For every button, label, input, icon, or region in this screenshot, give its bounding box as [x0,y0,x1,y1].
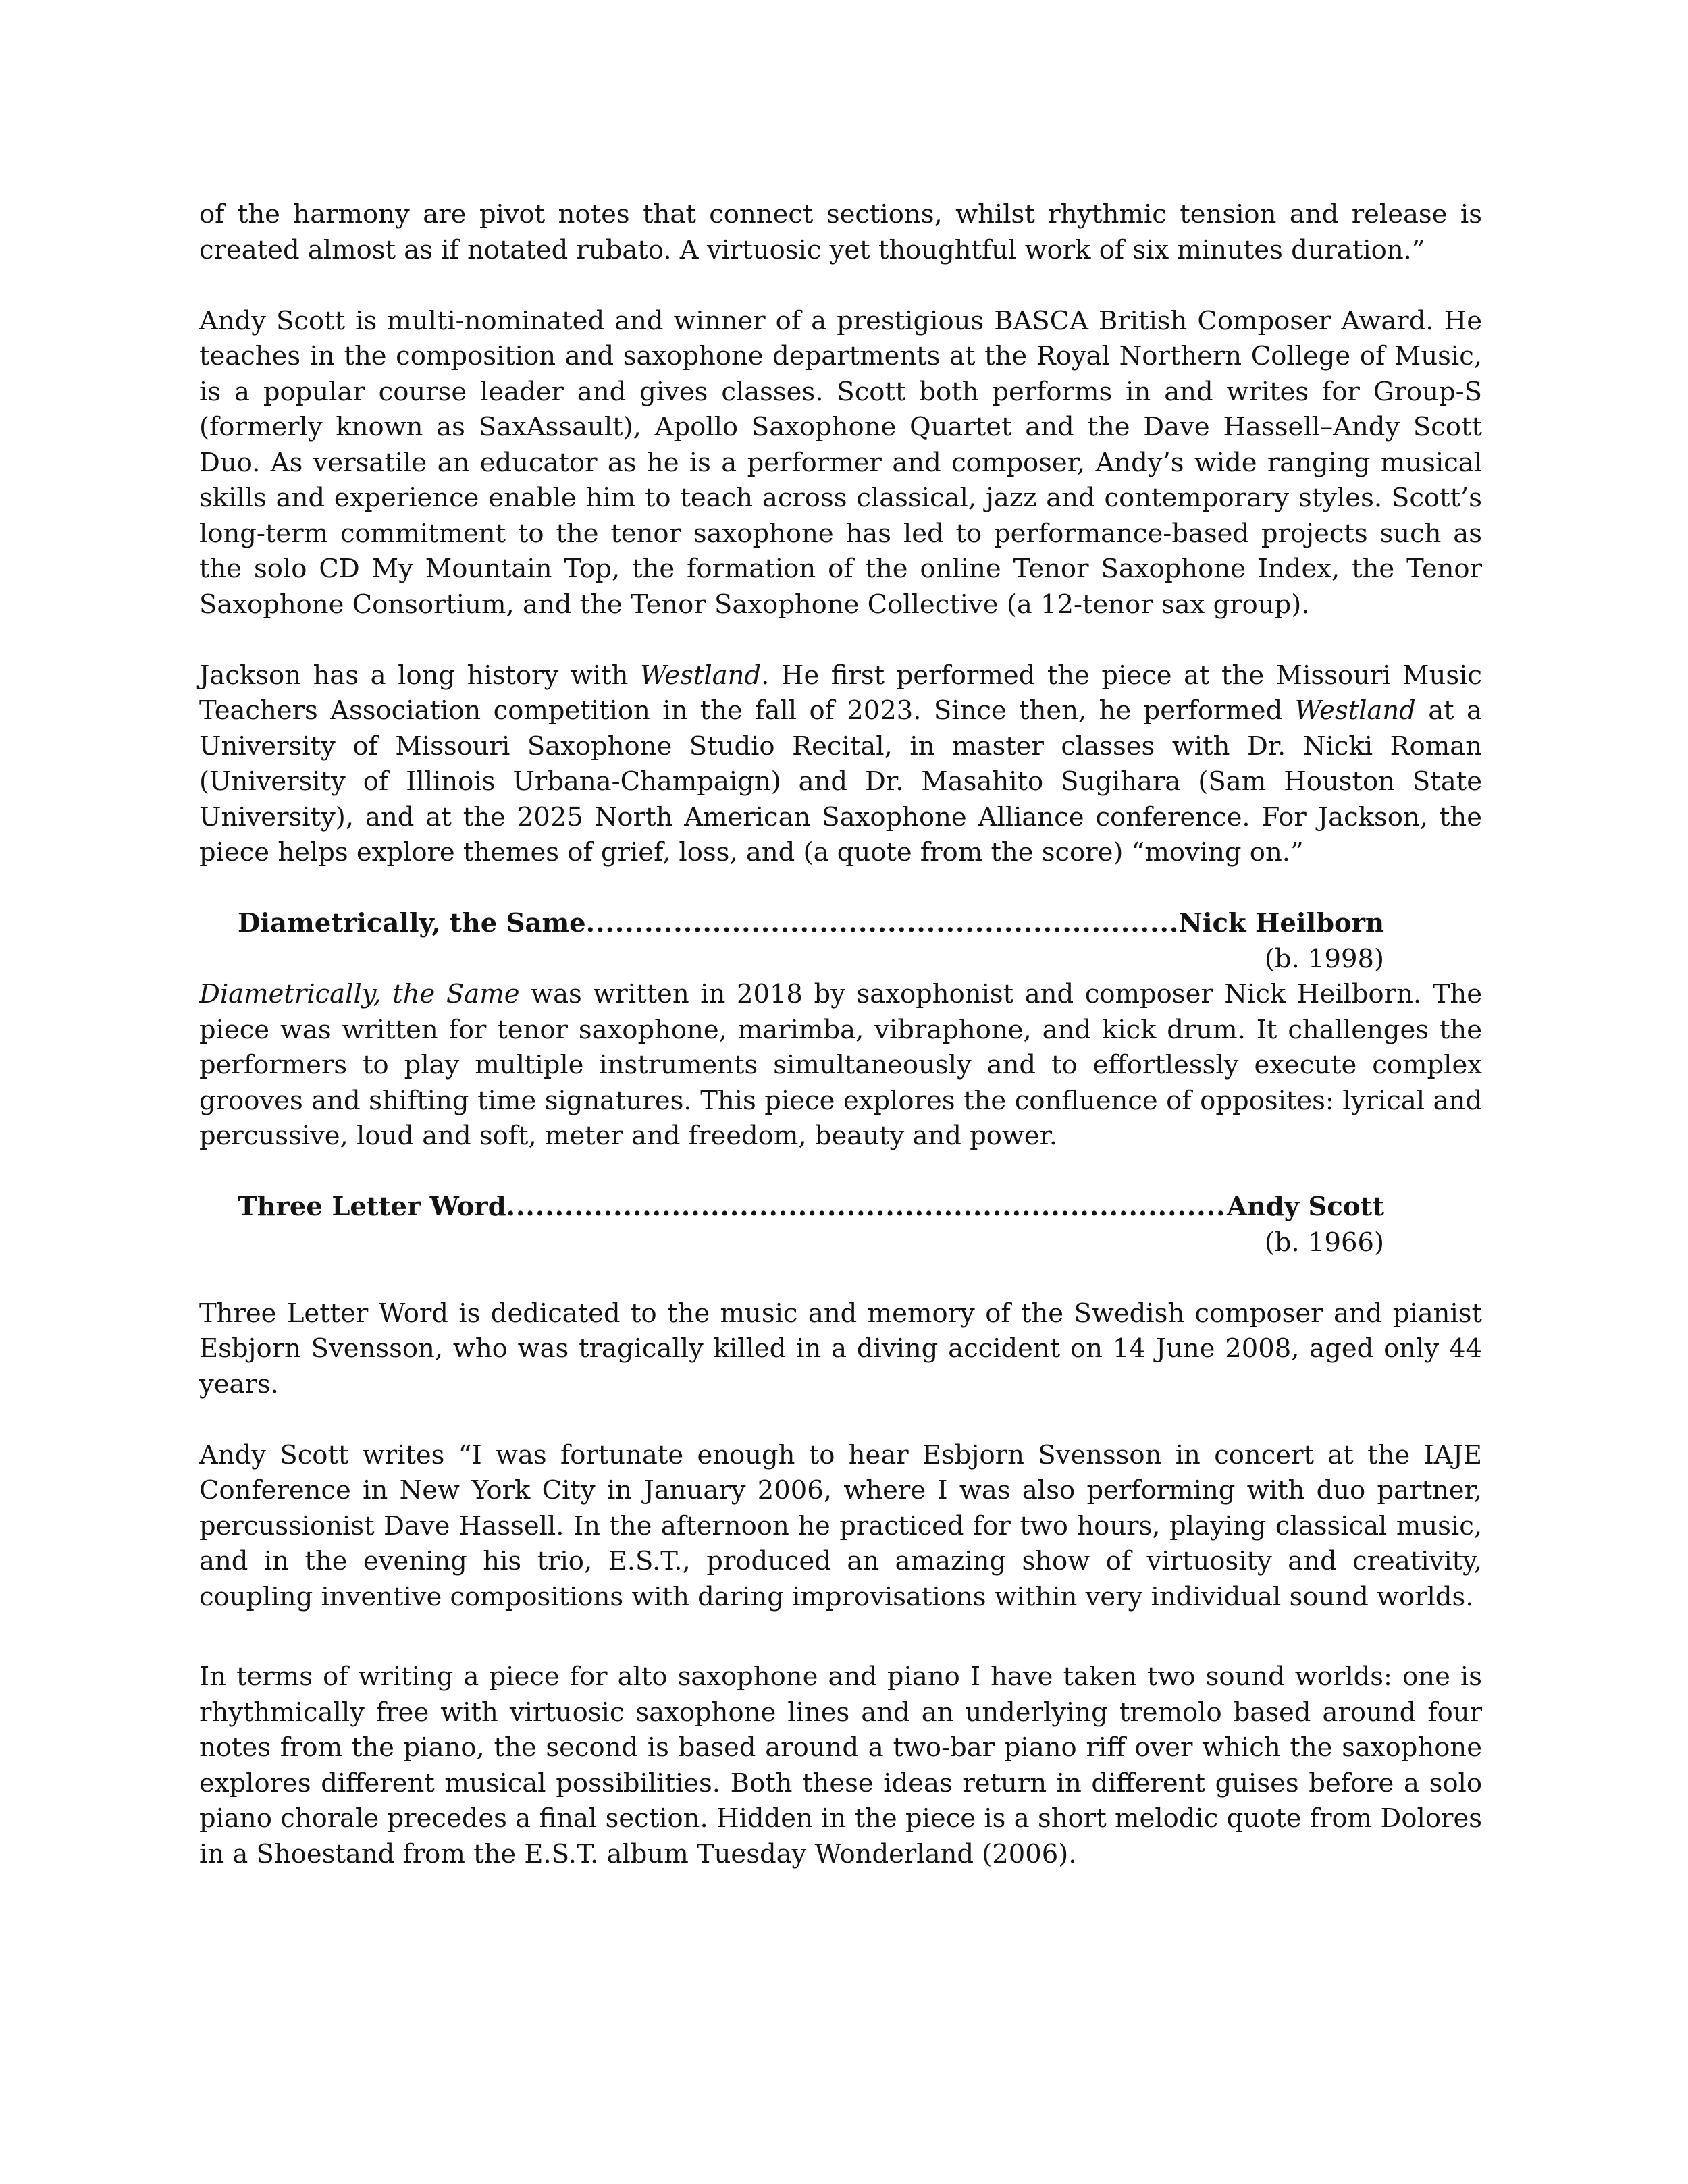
piece-title-line [238,906,1384,942]
dot-leader [586,906,1179,942]
jackson-westland-history [199,658,1482,871]
piece-title: Diametrically, the Same [238,908,586,938]
program-notes-page [199,197,1482,1872]
dot-leader [506,1190,1227,1225]
westland-note-continuation: of the harmony are pivot notes that connect sections, whilst rhythmic tension and release is created almost as if notated rubato. A virtuosic yet thoughtful work of six minutes duration.” [199,199,1482,265]
piece-title: Three Letter Word [238,1192,506,1222]
piece-heading-three-letter-word [199,1190,1482,1260]
three-letter-word-dedication: Three Letter Word is dedicated to the music and memory of the Swedish composer and pianist Esbjorn Svensson, who was tragically killed in a diving accident on 14 June 2008, aged only 44 years. [199,1298,1482,1400]
westland-title-2: Westland [1294,695,1416,726]
jackson-text-c: at a University of Missouri Saxophone Studio Recital, in master classes with Dr. Nicki Roman (University of Illinois Urbana-Champaign) and Dr. Masahito Sugihara (Sam Houston State University), and at the 2025 North American Saxophone Alliance conference. For Jackson, the piece helps explore themes of grief, loss, and (a quote from the score) “moving on.” [199,695,1482,868]
composer-dates: (b. 1966) [1264,1227,1384,1258]
diametrically-note [199,977,1482,1154]
andy-scott-bio: Andy Scott is multi-nominated and winner of a prestigious BASCA British Composer Award. He teaches in the composition and saxophone departments at the Royal Northern College of Music, is a popular course leader and gives classes. Scott both performs in and writes for Group-S (formerly known as SaxAssault), Apollo Saxophone Quartet and the Dave Hassell–Andy Scott Duo. As versatile an educator as he is a performer and composer, Andy’s wide ranging musical skills and experience enable him to teach across classical, jazz and contemporary styles. Scott’s long-term commitment to the tenor saxophone has led to performance-based projects such as the solo CD My Mountain Top, the formation of the online Tenor Saxophone Index, the Tenor Saxophone Consortium, and the Tenor Saxophone Collective (a 12-tenor sax group). [199,305,1482,620]
three-letter-word-description: In terms of writing a piece for alto saxophone and piano I have taken two sound worlds: one is rhythmically free with virtuosic saxophone lines and an underlying tremolo based around four notes from the piano, the second is based around a two-bar piano riff over which the saxophone explores different musical possibilities. Both these ideas return in different guises before a solo piano chorale precedes a final section. Hidden in the piece is a short melodic quote from Dolores in a Shoestand from the E.S.T. album Tuesday Wonderland (2006). [199,1661,1482,1869]
diametrically-title-inline: Diametrically, the Same [199,979,520,1009]
andy-scott-quote: Andy Scott writes “I was fortunate enough to hear Esbjorn Svensson in concert at the IAJE Conference in New York City in January 2006, where I was also performing with duo partner, percussionist Dave Hassell. In the afternoon he practiced for two hours, playing classical music, and in the evening his trio, E.S.T., produced an amazing show of virtuosity and creativity, coupling inventive compositions with daring improvisations within very individual sound worlds. [199,1439,1482,1612]
diametrically-text: was written in 2018 by saxophonist and composer Nick Heilborn. The piece was written for tenor saxophone, marimba, vibraphone, and kick drum. It challenges the performers to play multiple instruments simultaneously and to effortlessly execute complex grooves and shifting time signatures. This piece explores the confluence of opposites: lyrical and percussive, loud and soft, meter and freedom, beauty and power. [199,979,1482,1151]
piece-composer: Andy Scott [1226,1192,1384,1222]
piece-title-line [238,1190,1384,1225]
piece-composer: Nick Heilborn [1178,908,1384,938]
westland-title-1: Westland [639,660,762,691]
piece-heading-diametrically [199,906,1482,977]
composer-dates: (b. 1998) [1264,943,1384,974]
jackson-text-a: Jackson has a long history with [199,660,640,691]
jackson-text-b: . He first performed the piece at the Missouri Music Teachers Association competition in the fall of 2023. Since then, he performed [199,660,1482,726]
